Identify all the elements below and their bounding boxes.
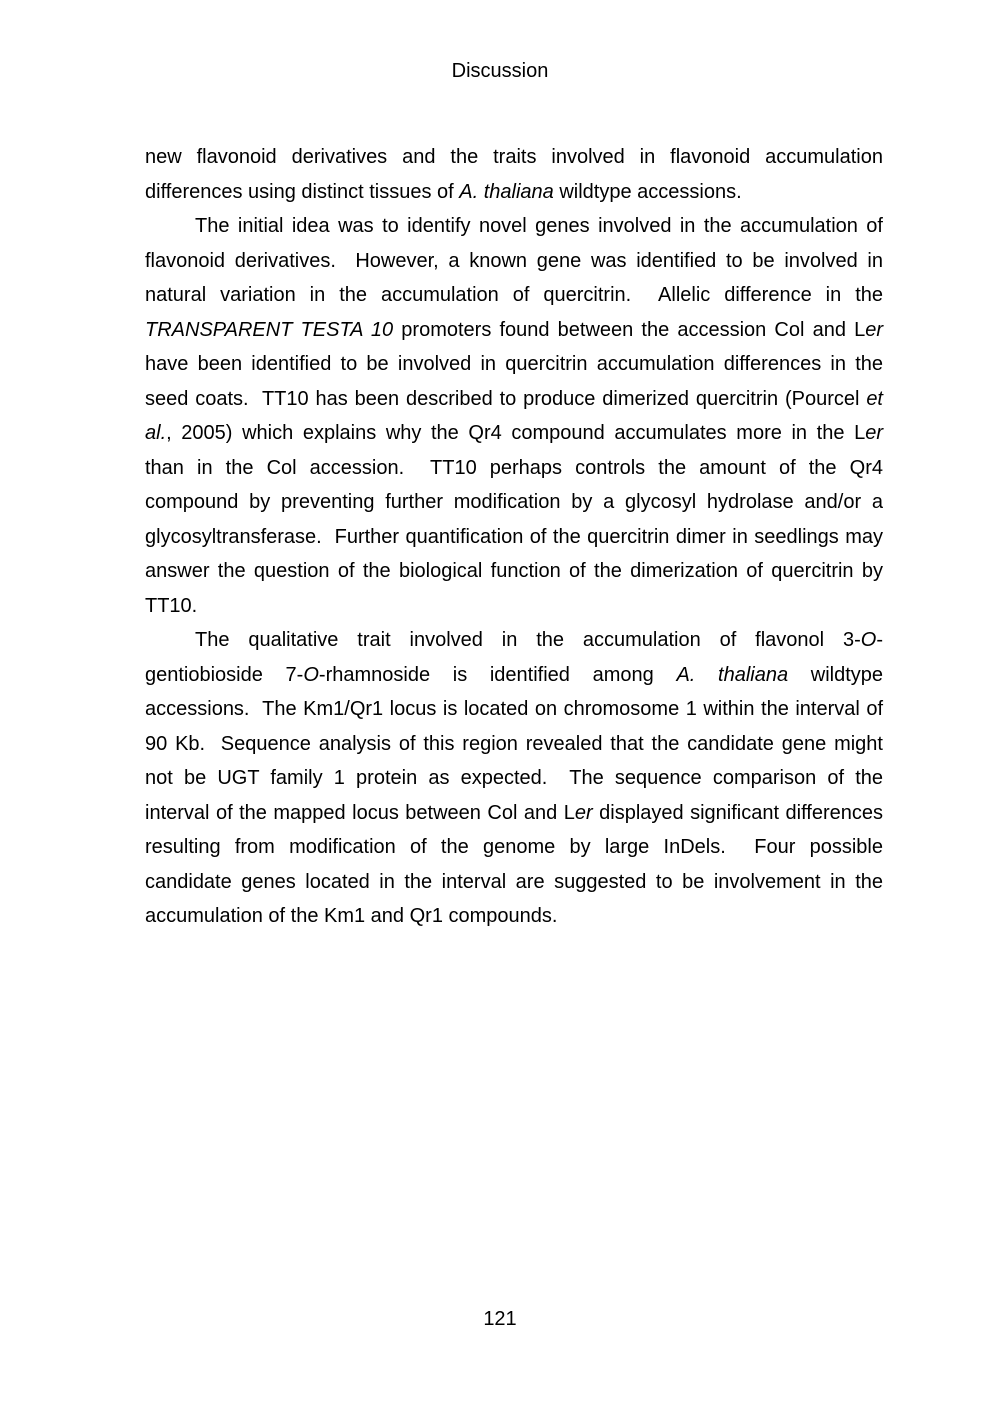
- italic-text-run: er: [574, 801, 593, 824]
- text-line: [145, 623, 883, 658]
- italic-text-run: TRANSPARENT TESTA 10: [145, 318, 394, 341]
- italic-text-run: er: [865, 422, 883, 444]
- text-run: accessions. The Km1/Qr1 locus is located on chromosome 1 within the interval of: [145, 698, 883, 720]
- text-run: seed coats. TT10 has been described to produce dimerized quercitrin (Pourcel: [145, 387, 867, 410]
- text-run: have been identified to be involved in quercitrin accumulation differences in the: [145, 353, 883, 375]
- text-run: natural variation in the accumulation of quercitrin. Allelic difference in the: [145, 284, 883, 306]
- text-line: [145, 554, 883, 589]
- page-number: 121: [483, 1308, 517, 1330]
- text-run: -rhamnoside is identified among: [318, 663, 677, 686]
- text-line: [145, 416, 883, 451]
- text-run: TT10.: [145, 594, 198, 617]
- text-line: [145, 347, 883, 382]
- italic-text-run: er: [865, 318, 883, 341]
- text-run: differences using distinct tissues of: [145, 180, 460, 203]
- text-line: [145, 278, 883, 313]
- text-line: [145, 451, 883, 486]
- body-text: [145, 140, 883, 934]
- text-run: displayed significant differences: [592, 801, 883, 824]
- text-run: promoters found between the accession Col and L: [393, 318, 866, 341]
- italic-text-run: al.: [145, 422, 167, 444]
- text-run: wildtype accessions.: [553, 180, 742, 203]
- text-line: [145, 382, 883, 417]
- text-line: [145, 485, 883, 520]
- text-run: not be UGT family 1 protein as expected. The sequence comparison of the: [145, 767, 883, 789]
- text-run: candidate genes located in the interval are suggested to be involvement in the: [145, 870, 883, 893]
- page-header-title: Discussion: [451, 60, 549, 82]
- text-run: answer the question of the biological function of the dimerization of quercitrin by: [145, 560, 883, 582]
- text-run: accumulation of the Km1 and Qr1 compounds.: [145, 905, 558, 927]
- text-line: [145, 175, 883, 210]
- italic-text-run: O: [860, 629, 877, 651]
- text-line: [145, 140, 883, 175]
- text-line: [145, 589, 883, 624]
- text-line: [145, 830, 883, 865]
- text-run: gentiobioside 7-: [145, 663, 304, 686]
- text-line: [145, 727, 883, 762]
- text-line: [145, 313, 883, 348]
- text-run: The initial idea was to identify novel genes involved in the accumulation of: [195, 215, 883, 237]
- text-run: new flavonoid derivatives and the traits involved in flavonoid accumulation: [145, 146, 883, 168]
- italic-text-run: A. thaliana: [459, 180, 554, 203]
- text-line: [145, 658, 883, 693]
- text-run: compound by preventing further modification by a glycosyl hydrolase and/or a: [145, 491, 883, 513]
- text-run: interval of the mapped locus between Col and L: [145, 801, 575, 824]
- text-line: [145, 865, 883, 900]
- text-run: , 2005) which explains why the Qr4 compound accumulates more in the L: [166, 422, 866, 444]
- text-run: resulting from modification of the genome by large InDels. Four possible: [145, 836, 883, 858]
- text-line: [145, 692, 883, 727]
- text-line: [145, 244, 883, 279]
- italic-text-run: A. thaliana: [676, 663, 789, 686]
- text-line: [145, 209, 883, 244]
- text-run: than in the Col accession. TT10 perhaps controls the amount of the Qr4: [145, 456, 883, 479]
- italic-text-run: O: [303, 663, 319, 686]
- text-line: [145, 520, 883, 555]
- text-line: [145, 761, 883, 796]
- text-run: flavonoid derivatives. However, a known gene was identified to be involved in: [145, 249, 883, 272]
- italic-text-run: et: [866, 387, 883, 410]
- text-line: [145, 796, 883, 831]
- text-run: The qualitative trait involved in the accumulation of flavonol 3-: [195, 629, 861, 651]
- text-run: 90 Kb. Sequence analysis of this region revealed that the candidate gene might: [145, 732, 883, 755]
- text-run: -: [876, 629, 883, 651]
- text-line: [145, 899, 883, 934]
- text-run: wildtype: [788, 663, 884, 686]
- text-run: glycosyltransferase. Further quantification of the quercitrin dimer in seedlings may: [145, 525, 883, 548]
